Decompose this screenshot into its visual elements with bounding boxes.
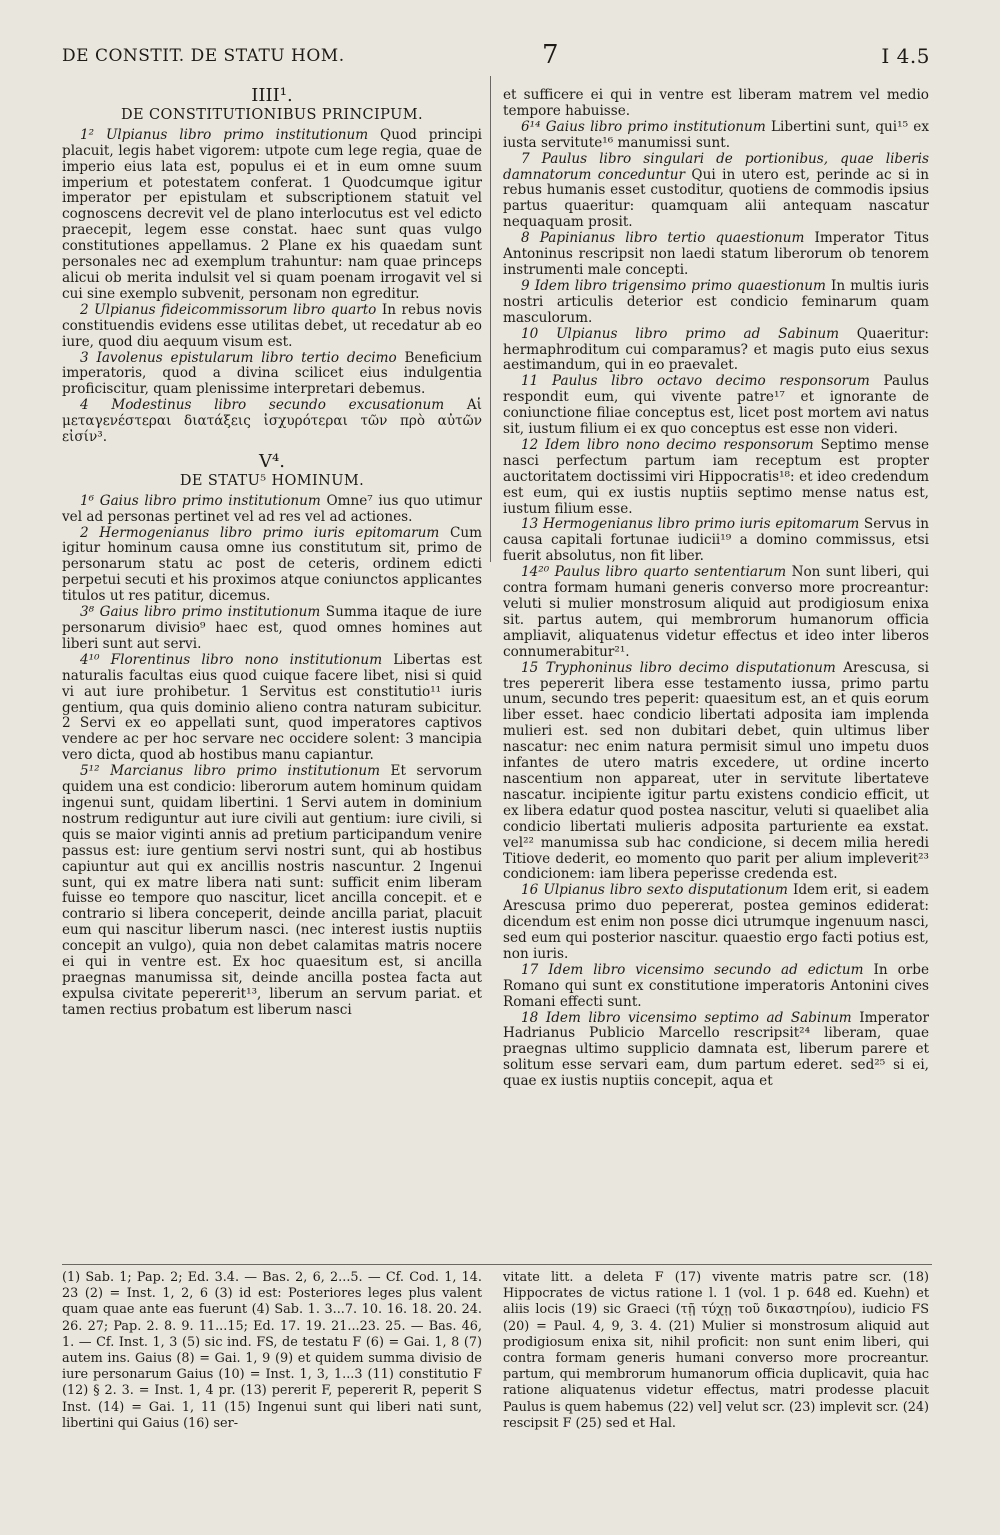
- fragment-source: 13 Hermogenianus libro primo iuris epitomarum: [521, 516, 860, 533]
- fragment-source: 3⁸ Gaius libro primo institutionum: [80, 604, 321, 621]
- fragment-text: Libertini sunt, qui¹⁵ ex iusta servitute¹⁶ manumissi sunt.: [503, 118, 929, 151]
- fragment: [503, 231, 929, 279]
- fragment: [62, 653, 482, 764]
- fragment-text: Quod principi placuit, legis habet vigorem: utpote cum lege regia, quae de imperio eius lata est, populus ei et in eum omne suum imperium et potestatem conferat. 1 Quodcumque igitur imperator per epistulam et subscriptionem statuit vel cognoscens decrevit vel de plano interlocutus est vel edicto praecepit, legem esse constat. haec sunt quas vulgo constitutiones appellamus. 2 Plane ex his quaedam sunt personales nec ad exemplum trahuntur: nam quae princeps alicui ob merita indulsit vel si quam poenam irrogavit vel si cui sine exemplo subvenit, personam non egreditur.: [62, 126, 483, 302]
- fragment-source: 10 Ulpianus libro primo ad Sabinum: [521, 325, 839, 342]
- fragment-source: 1² Ulpianus libro primo institutionum: [80, 126, 369, 143]
- section-reference: I 4.5: [881, 44, 930, 68]
- fragment-text: Servus in causa capitali fortunae iudicii¹⁹ a domino commissus, etsi fuerit absolutus, non fit liber.: [503, 516, 929, 565]
- fragment: [503, 438, 929, 518]
- fragment-source: 4¹⁰ Florentinus libro nono institutionum: [80, 651, 383, 668]
- fragment: [62, 351, 482, 399]
- fragment: [503, 279, 929, 327]
- fragment-source: 5¹² Marcianus libro primo institutionum: [80, 763, 380, 780]
- fragment-source: 6¹⁴ Gaius libro primo institutionum: [521, 118, 766, 135]
- fragment: [503, 374, 929, 438]
- fragment: [503, 120, 929, 152]
- fragment-text: In orbe Romano qui sunt ex constitutione imperatoris Antonini cives Romani effecti sunt.: [503, 961, 929, 1010]
- fragment-text: Septimo mense nasci perfectum partum iam receptum est propter auctoritatem doctissimi viri Hippocratis¹⁸: et ideo credendum est eum, qui ex iustis nuptiis septimo mense natus est, iustum filium esse.: [503, 436, 930, 517]
- footnote-divider: [62, 1264, 932, 1265]
- right-column: [503, 88, 929, 1090]
- title-number: IIII¹.: [251, 85, 293, 106]
- fragment-source: 9 Idem libro trigensimo primo quaestionum: [521, 277, 826, 294]
- fragment-text: Αἱ μεταγενέστεραι διατάξεις ἰσχυρότεραι τῶν πρὸ αὐτῶν εἰσίν³.: [62, 397, 482, 446]
- fragment-text: Arescusa, si tres pepererit libera esse testamento iussa, primo partu unum, secundo tres peperit: quaesitum est, an et quis eorum liber esset. haec condicio libertati adposita iam implenda mulieri est. sed non dubitari debet, quin ultimus liber nascatur: nec enim natura permisit simul uno impetu duos infantes de utero matris excedere, ut ordine incerto nascentium non appareat, uter in servitute libertateve nascatur. incipiente igitur partu existens condicio efficit, ut ex libera edatur quod postea nascitur, veluti si quaelibet alia condicio libertati mulieris adposita parturiente ea exstat. vel²² manumissa sub hac condicione, si decem milia heredi Titiove dederit, eo momento quo parit per alium impleverit²³ condicionem: iam libera peperisse credenda est.: [503, 659, 929, 883]
- page-number: 7: [542, 40, 560, 70]
- fragment-source: 8 Papinianus libro tertio quaestionum: [521, 230, 805, 247]
- fragment: [62, 526, 482, 606]
- fragment-text: In rebus novis constituendis evidens esse utilitas debet, ut recedatur ab eo iure, quod diu aequum visum est.: [62, 301, 482, 350]
- fragment-source: 1⁶ Gaius libro primo institutionum: [80, 492, 321, 509]
- fragment: [62, 128, 482, 303]
- fragment-text: Cum igitur hominum causa omne ius constitutum sit, primo de personarum statu ac post de ceteris, ordinem edicti perpetui secuti et his proximos atque coniunctos applicantes titulos ut res patitur, dicemus.: [62, 524, 483, 605]
- fragment: [503, 1011, 929, 1091]
- header-title: DE CONSTIT. DE STATU HOM.: [62, 46, 345, 66]
- fragment-text: Beneficium imperatoris, quod a divina scilicet eius indulgentia proficiscitur, quam plenissime interpretari debemus.: [62, 349, 482, 398]
- fragment-text: Omne⁷ ius quo utimur vel ad personas pertinet vel ad res vel ad actiones.: [62, 492, 482, 525]
- footnotes-right: [503, 1270, 929, 1434]
- fragment-source: 11 Paulus libro octavo decimo responsorum: [521, 373, 870, 390]
- running-header: [62, 40, 930, 76]
- fragment-text: Non sunt liberi, qui contra formam humani generis converso more procreantur: veluti si mulier monstrosum aliquid aut prodigiosum enixa sit. partus autem, qui membrorum humanorum officia ampliavit, aliquatenus videtur effectus et ideo inter liberos connumerabitur²¹.: [503, 564, 929, 660]
- column-divider: [490, 76, 491, 562]
- fragment-source: 18 Idem libro vicensimo septimo ad Sabinum: [521, 1009, 852, 1026]
- title-heading: DE CONSTITUTIONIBUS PRINCIPUM.: [121, 106, 423, 123]
- fragment: [503, 661, 929, 884]
- fragment-text: Imperator Titus Antoninus rescripsit non laedi statum liberorum ob tenorem instrumenti male concepti.: [503, 230, 929, 278]
- fragment: [62, 494, 482, 526]
- fragment-text: Et servorum quidem una est condicio: liberorum autem hominum quidam ingenui sunt, quidam libertini. 1 Servi autem in dominium nostrum rediguntur aut iure civili aut gentium: iure civili, si quis se maior viginti annis ad pretium participandum venire passus est: iure gentium servi nostri sunt, qui ab hostibus capiuntur aut qui ex ancillis nostris nascuntur. 2 Ingenui sunt, qui ex matre libera nati sunt: sufficit enim liberam fuisse eo tempore quo nascitur, licet ancilla concepit. et e contrario si libera conceperit, deinde ancilla pariat, placuit eum qui nascitur liberum nasci. (nec interest iustis nuptiis concepit an vulgo), quia non debet calamitas matris nocere ei qui in ventre est. Ex hoc quaesitum est, si ancilla praegnas manumissa sit, deinde ancilla postea facta aut expulsa civitate pepererit¹³, liberum an servum pariat. et tamen rectius probatum est liberum nasci: [62, 763, 483, 1018]
- fragment-source: 2 Ulpianus fideicommissorum libro quarto: [80, 301, 377, 318]
- footnotes-left: [62, 1270, 482, 1434]
- fragment-source: 14²⁰ Paulus libro quarto sententiarum: [521, 564, 787, 581]
- fragment-source: 15 Tryphoninus libro decimo disputationum: [521, 659, 836, 676]
- fragment: [62, 764, 482, 1019]
- fragment-source: 7 Paulus libro singulari de portionibus, quae liberis damnatorum conceduntur: [503, 150, 929, 183]
- fragment-text: In multis iuris nostri articulis deterior est condicio feminarum quam masculorum.: [503, 277, 929, 326]
- fragment: [503, 517, 929, 565]
- left-column: [62, 85, 483, 1019]
- fragment-text: Idem erit, si eadem Arescusa primo duo pepererat, postea geminos ediderat: dicendum est enim non posse dici utrumque ingenuum nasci, sed eum qui posterior nascitur. quaestio ergo facti potius est, non iuris.: [503, 882, 929, 962]
- fragment: [503, 963, 929, 1011]
- fragment: [62, 398, 482, 446]
- fragment-text: Paulus respondit eum, qui vivente patre¹⁷ et ignorante de coniunctione filiae conceptus est, licet post mortem avi natus sit, iustum filium ei ex quo conceptus est esse non videri.: [503, 373, 929, 438]
- title-number: V⁴.: [259, 450, 285, 472]
- footnote-block: (1) Sab. 1; Pap. 2; Ed. 3.4. — Bas. 2, 6, 2...5. — Cf. Cod. 1, 14. 23 (2) = Inst. 1, 2, 6 (3) id est: Posteriores leges plus valent quam quae ante eas fuerunt (4) Sab. 1. 3...7. 10. 16. 18. 20. 24. 26. 27; Pap. 2. 8. 9. 11...15; Ed. 17. 19. 21...23. 25. — Bas. 46, 1. — Cf. Inst. 1, 3 (5) sic ind. FS, de testatu F (6) = Gai. 1, 8 (7) autem ins. Gaius (8) = Gai. 1, 9 (9) et quidem summa divisio de iure personarum Gaius (10) = Inst. 1, 3, 1...3 (11) constitutio F (12) § 2. 3. = Inst. 1, 4 pr. (13) pererit F, pepererit R, peperit S Inst. (14) = Gai. 1, 11 (15) Ingenui sunt qui liberi nati sunt, libertini qui Gaius (16) ser-: [62, 1270, 482, 1431]
- fragment: [62, 605, 482, 653]
- fragment-continuation: et sufficere ei qui in ventre est liberam matrem vel medio tempore habuisse.: [503, 87, 929, 119]
- fragment-text: Qui in utero est, perinde ac si in rebus humanis esset custoditur, quotiens de commodis ipsius partus quaeritur: quamquam alii antequam nascatur nequaquam prosit.: [503, 166, 929, 231]
- fragment-source: 3 Iavolenus epistularum libro tertio decimo: [80, 349, 397, 366]
- fragment: [503, 152, 929, 232]
- fragment: [62, 303, 482, 351]
- fragment-text: Summa itaque de iure personarum divisio⁹ haec est, quod omnes homines aut liberi sunt aut servi.: [62, 604, 482, 652]
- fragment-source: 17 Idem libro vicensimo secundo ad edictum: [521, 961, 864, 978]
- fragment: [503, 883, 929, 963]
- fragment-text: Libertas est naturalis facultas eius quod cuique facere libet, nisi si quid vi aut iure prohibetur. 1 Servitus est constitutio¹¹ iuris gentium, qua quis dominio alieno contra naturam subicitur. 2 Servi ex eo appellati sunt, quod imperatores captivos vendere ac per hoc servare nec occidere solent: 3 mancipia vero dicta, quod ab hostibus manu capiantur.: [62, 651, 482, 764]
- fragment-source: 2 Hermogenianus libro primo iuris epitomarum: [80, 524, 440, 541]
- title-heading: DE STATU⁵ HOMINUM.: [179, 472, 365, 489]
- fragment-source: 12 Idem libro nono decimo responsorum: [521, 436, 814, 453]
- fragment: [503, 327, 929, 375]
- fragment-text: Quaeritur: hermaphroditum cui comparamus? et magis puto eius sexus aestimandum, qui in eo praevalet.: [503, 325, 929, 374]
- fragment-source: 4 Modestinus libro secundo excusationum: [80, 397, 445, 414]
- fragment-source: 16 Ulpianus libro sexto disputationum: [521, 882, 788, 899]
- fragment: [503, 565, 929, 660]
- fragment-text: Imperator Hadrianus Publicio Marcello rescripsit²⁴ liberam, quae praegnas ultimo supplicio damnata est, liberum parere et solitum esse servari eam, dum partum ederet. sed²⁵ si ei, quae ex iustis nuptiis concepit, aqua et: [503, 1009, 929, 1090]
- footnote-block: vitate litt. a deleta F (17) vivente matris patre scr. (18) Hippocrates de victus ratione l. 1 (vol. 1 p. 648 ed. Kuehn) et aliis locis (19) sic Graeci (τῇ τύχῃ τοῦ δικαστηρίου), iudicio FS (20) = Paul. 4, 9, 3. 4. (21) Mulier si monstrosum aliquid aut prodigiosum enixa sit, nihil proficit: non sunt enim liberi, qui contra formam generis humani converso more procreantur. partum, qui membrorum humanorum officia duplicavit, quia hac ratione aliquatenus videtur effectus, matri prodesse placuit Paulus is quem habemus (22) vel] velut scr. (23) implevit scr. (24) rescipsit F (25) sed et Hal.: [503, 1270, 929, 1431]
